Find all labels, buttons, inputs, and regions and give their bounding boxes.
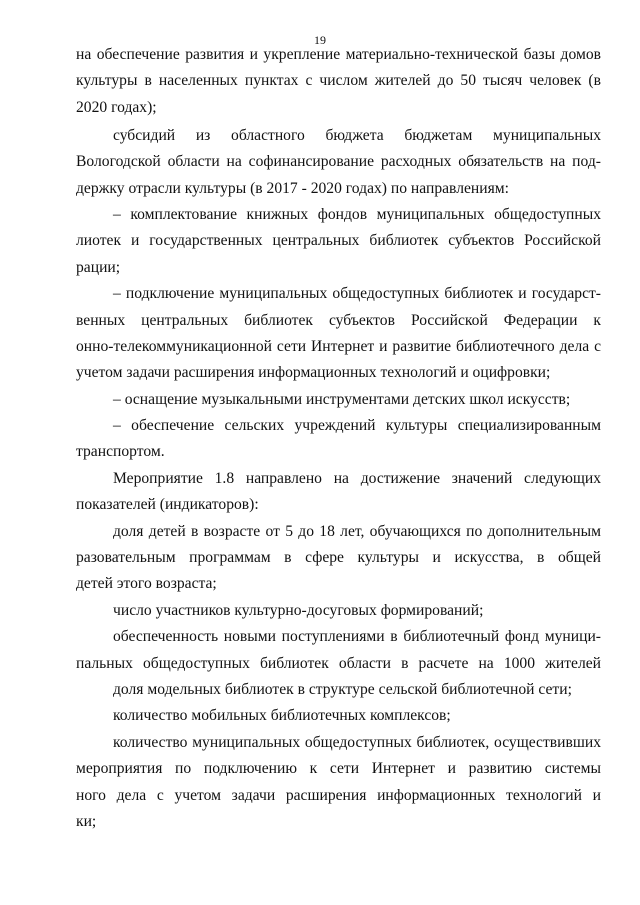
text-line: доля детей в возрасте от 5 до 18 лет, обучающихся по дополнительным: [113, 522, 601, 540]
text-line: 2020 годах);: [76, 98, 157, 116]
text-line: количество муниципальных общедоступных библиотек, осуществивших: [113, 733, 601, 751]
text-line: мероприятия по подключению к сети Интернет и развитию системы: [76, 760, 601, 778]
text-line: лиотек и государственных центральных библиотек субъектов Российской: [76, 232, 601, 250]
text-line: доля модельных библиотек в структуре сельской библиотечной сети;: [113, 680, 572, 698]
text-line: рации;: [76, 258, 121, 276]
text-line: разовательным программам в сфере культуры и искусства, в общей: [76, 549, 601, 567]
text-line: пальных общедоступных библиотек области в расчете на 1000 жителей: [76, 654, 601, 672]
text-line: – подключение муниципальных общедоступных библиотек и государст-: [113, 285, 601, 303]
document-body: [76, 42, 601, 835]
text-line: ки;: [76, 812, 97, 830]
text-line: обеспеченность новыми поступлениями в библиотечный фонд муници-: [113, 628, 601, 646]
text-line: ного дела с учетом задачи расширения информационных технологий и: [76, 786, 601, 804]
text-line: число участников культурно-досуговых формирований;: [113, 601, 484, 619]
text-line: Вологодской области на софинансирование расходных обязательств на под-: [76, 153, 601, 171]
page-number: 19: [314, 33, 326, 47]
text-line: онно-телекоммуникационной сети Интернет и развитие библиотечного дела с: [76, 337, 601, 355]
text-line: транспортом.: [76, 443, 165, 461]
text-line: – комплектование книжных фондов муниципальных общедоступных: [113, 205, 601, 223]
text-line: на обеспечение развития и укрепление материально-технической базы домов: [76, 46, 601, 63]
text-line: культуры в населенных пунктах с числом жителей до 50 тысяч человек (в: [76, 72, 601, 90]
text-line: – обеспечение сельских учреждений культуры специализированным: [113, 417, 601, 435]
text-line: количество мобильных библиотечных комплексов;: [113, 707, 451, 725]
text-line: учетом задачи расширения информационных технологий и оцифровки;: [76, 364, 551, 382]
text-line: Мероприятие 1.8 направлено на достижение значений следующих: [113, 469, 601, 487]
text-line: показателей (индикаторов):: [76, 496, 259, 514]
text-line: держку отрасли культуры (в 2017 - 2020 годах) по направлениям:: [76, 179, 509, 197]
text-line: венных центральных библиотек субъектов Российской Федерации к: [76, 311, 601, 329]
text-line: субсидий из областного бюджета бюджетам муниципальных: [113, 126, 601, 144]
text-line: детей этого возраста;: [76, 575, 217, 593]
text-line: – оснащение музыкальными инструментами детских школ искусств;: [113, 390, 571, 408]
